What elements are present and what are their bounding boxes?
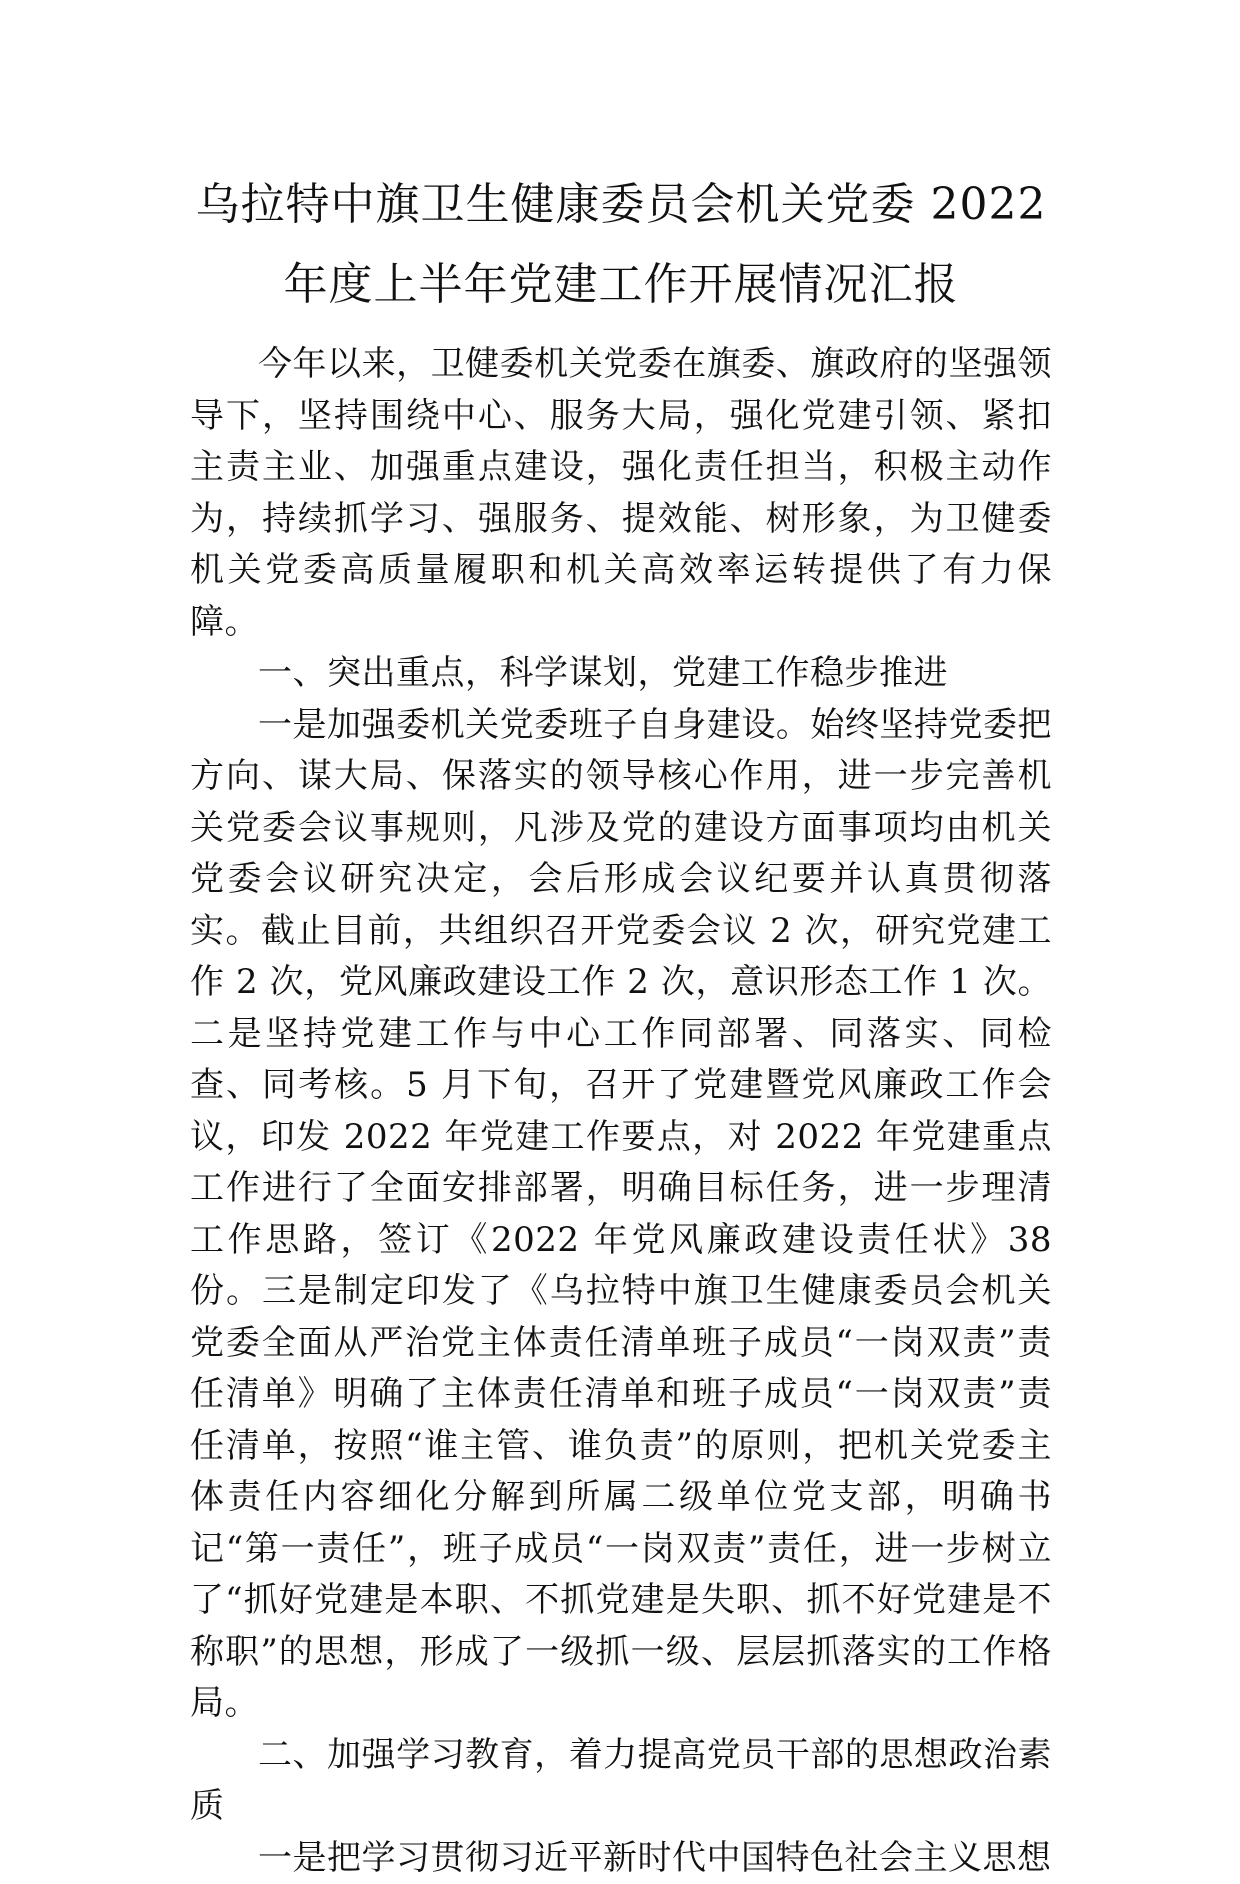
- title-line-2: 年度上半年党建工作开展情况汇报: [190, 245, 1052, 325]
- section-2-paragraph: 一是把学习贯彻习近平新时代中国特色社会主义思想: [190, 1833, 1052, 1884]
- section-1-heading: 一、突出重点，科学谋划，党建工作稳步推进: [190, 648, 1052, 700]
- title-line-1: 乌拉特中旗卫生健康委员会机关党委 2022: [190, 165, 1052, 245]
- section-2-heading: 二、加强学习教育，着力提高党员干部的思想政治素质: [190, 1730, 1052, 1833]
- section-1-paragraph: 一是加强委机关党委班子自身建设。始终坚持党委把方向、谋大局、保落实的领导核心作用，进一步完善机关党委会议事规则，凡涉及党的建设方面事项均由机关党委会议研究决定，会后形成会议纪要并认真贯彻落实。截止目前，共组织召开党委会议 2 次，研究党建工作 2 次，党风廉政建设工作 2 次，意识形态工作 1 次。二是坚持党建工作与中心工作同部署、同落实、同检查、同考核。5 月下旬，召开了党建暨党风廉政工作会议，印发 2022 年党建工作要点，对 2022 年党建重点工作进行了全面安排部署，明确目标任务，进一步理清工作思路，签订《2022 年党风廉政建设责任状》38 份。三是制定印发了《乌拉特中旗卫生健康委员会机关党委全面从严治党主体责任清单班子成员“一岗双责”责任清单》明确了主体责任清单和班子成员“一岗双责”责任清单，按照“谁主管、谁负责”的原则，把机关党委主体责任内容细化分解到所属二级单位党支部，明确书记“第一责任”，班子成员“一岗双责”责任，进一步树立了“抓好党建是本职、不抓党建是失职、抓不好党建是不称职”的思想，形成了一级抓一级、层层抓落实的工作格局。: [190, 700, 1052, 1730]
- document-title: [190, 165, 1052, 325]
- intro-paragraph: 今年以来，卫健委机关党委在旗委、旗政府的坚强领导下，坚持围绕中心、服务大局，强化党建引领、紧扣主责主业、加强重点建设，强化责任担当，积极主动作为，持续抓学习、强服务、提效能、树形象，为卫健委机关党委高质量履职和机关高效率运转提供了有力保障。: [190, 339, 1052, 648]
- document-body: [190, 339, 1052, 1884]
- document-page: [190, 165, 1052, 1884]
